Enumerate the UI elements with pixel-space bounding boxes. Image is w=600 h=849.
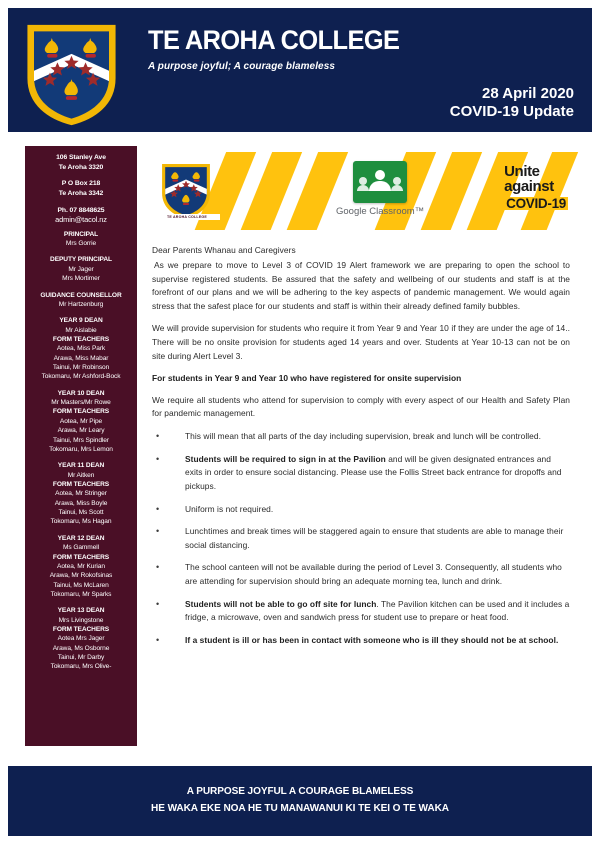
paragraph-2: We will provide supervision for students who require it from Year 9 and Year 10 if they are under the age of 14.. There will be no onsite provision for students aged 14 years and over. Students at Year 10-13 can not be on site during Alert Level 3. xyxy=(152,323,570,361)
contact-sidebar xyxy=(25,146,137,746)
google-classroom-icon xyxy=(353,161,407,203)
section-subheading: For students in Year 9 and Year 10 who have registered for onsite supervision xyxy=(152,373,462,384)
banner-crest-caption: TE AROHA COLLEGE xyxy=(154,214,220,220)
dean-name-year13: Mrs Livingstone xyxy=(58,616,104,624)
dean-name-year9: Mr Aislabie xyxy=(65,326,97,334)
list-item-text: The school canteen will not be available during the period of Level 3. Consequently, all students who are attending for supervision should bring an adequate morning tea, lunch and drink. xyxy=(185,562,562,586)
postal-line-1: P O Box 218 xyxy=(61,180,101,188)
letter-body xyxy=(152,245,570,656)
list-item xyxy=(152,634,570,648)
address-line-2: Te Aroha 3320 xyxy=(58,163,104,171)
form-teacher: Tokomaru, Mrs Lemon xyxy=(49,445,113,453)
form-teacher: Aotea, Mr Pipe xyxy=(59,417,103,425)
college-crest-icon xyxy=(160,160,212,222)
list-item xyxy=(152,598,570,625)
list-item xyxy=(152,525,570,552)
phone-number: Ph. 07 8848625 xyxy=(57,206,105,214)
unite-line-2: against xyxy=(504,178,554,196)
issue-subject: COVID-19 Update xyxy=(449,103,574,121)
staff-name-guidance: Mr Hartzenburg xyxy=(58,300,104,308)
form-teacher: Tainui, Mr Darby xyxy=(57,654,105,662)
issue-date: 28 April 2020 xyxy=(482,84,574,102)
unite-line-1: Unite xyxy=(504,163,540,180)
unite-line-3: COVID-19 xyxy=(506,195,566,211)
unite-against-covid-logo xyxy=(504,164,568,212)
email-address[interactable]: admin@tacol.nz xyxy=(55,215,107,225)
form-teacher: Tokomaru, Mr Sparks xyxy=(50,590,112,598)
page-footer xyxy=(8,766,592,836)
list-item-text: This will mean that all parts of the day including supervision, break and lunch will be controlled. xyxy=(185,431,541,442)
gc-side-head-right xyxy=(393,177,401,185)
footer-motto-block xyxy=(20,783,581,817)
staff-name-deputy-1: Mr Jager xyxy=(68,265,94,273)
dean-name-year12: Ms Gammell xyxy=(63,544,99,552)
dean-name-year11: Mr Aitken xyxy=(67,471,95,479)
staff-title-guidance-counsellor: GUIDANCE COUNSELLOR xyxy=(40,291,122,299)
form-teacher: Arawa, Ms Osborne xyxy=(52,644,110,652)
page-header xyxy=(8,8,592,132)
footer-motto-english: A PURPOSE JOYFUL A COURAGE BLAMELESS xyxy=(186,785,414,797)
form-teacher: Arawa, Mr Rokofsinas xyxy=(49,572,113,580)
form-teacher: Arawa, Miss Boyle xyxy=(54,499,108,507)
list-item-text: Lunchtimes and break times will be staggered again to ensure that students are able to manage their social distancing. xyxy=(185,526,564,550)
staff-title-principal: PRINCIPAL xyxy=(63,230,99,238)
list-item-bold: Students will be required to sign in at the Pavilion xyxy=(185,453,386,464)
dean-title-year10: YEAR 10 DEAN xyxy=(57,389,105,397)
form-teacher: Tokomaru, Mrs Olive- xyxy=(50,663,112,671)
form-label-year12: FORM TEACHERS xyxy=(52,553,110,561)
dean-name-year10: Mr Masters/Mr Rowe xyxy=(51,399,111,407)
requirements-list xyxy=(152,430,570,647)
form-label-year13: FORM TEACHERS xyxy=(52,626,110,634)
form-teacher: Tainui, Ms McLaren xyxy=(53,581,109,589)
gc-side-head-left xyxy=(359,177,367,185)
logo-banner xyxy=(152,152,582,230)
gc-center-body xyxy=(369,181,391,191)
form-label-year11: FORM TEACHERS xyxy=(52,480,110,488)
staff-title-deputy-principal: DEPUTY PRINCIPAL xyxy=(50,256,112,264)
form-teacher: Tokomaru, Ms Hagan xyxy=(50,518,112,526)
gc-center-head xyxy=(375,170,385,180)
form-teacher: Aotea, Miss Park xyxy=(56,345,106,353)
postal-line-2: Te Aroha 3342 xyxy=(58,189,104,197)
google-classroom-logo xyxy=(336,161,424,217)
google-classroom-label: Google Classroom™ xyxy=(336,206,425,217)
form-teacher: Tainui, Mr Robinson xyxy=(52,364,110,372)
school-motto: A purpose joyful; A courage blameless xyxy=(148,60,335,73)
list-item-text: and will be given designated entrances and exits in order to ensure social distancing. Please use the Follis Street back entrance for dropoffs and pickups. xyxy=(185,453,562,491)
dean-title-year9: YEAR 9 DEAN xyxy=(59,317,103,325)
school-name: TE AROHA COLLEGE xyxy=(148,25,400,55)
form-teacher: Aotea, Mr Kurian xyxy=(57,562,105,570)
form-teacher: Aotea Mrs Jager xyxy=(57,635,105,643)
dean-title-year11: YEAR 11 DEAN xyxy=(57,462,105,470)
form-label-year10: FORM TEACHERS xyxy=(52,408,110,416)
gc-side-body-right xyxy=(391,185,403,191)
dean-title-year12: YEAR 12 DEAN xyxy=(57,534,105,542)
address-line-1: 106 Stanley Ave xyxy=(56,154,106,161)
paragraph-3: We require all students who attend for supervision to comply with every aspect of our Health and Safety Plan for pandemic management. xyxy=(152,394,570,419)
paragraph-1: As we prepare to move to Level 3 of COVID 19 Alert framework we are preparing to open the school to supervise registered students. Be assured that the safety and wellbeing of our students and staff is at the forefront of our plans and we will be adhering to the key aspects of pandemic management. We would again stress that the safest place for our students and staff is within their already defined family bubbles. xyxy=(152,260,570,311)
form-teacher: Aotea, Mr Stringer xyxy=(55,490,107,498)
form-teacher: Tainui, Mrs Spindler xyxy=(53,436,109,444)
form-teacher: Arawa, Mr Leary xyxy=(57,427,105,435)
footer-motto-maori: HE WAKA EKE NOA HE TU MANAWANUI KI TE KEI O TE WAKA xyxy=(151,801,449,814)
form-label-year9: FORM TEACHERS xyxy=(52,335,110,343)
staff-name-principal: Mrs Gorrie xyxy=(65,240,97,248)
staff-name-deputy-2: Mrs Mortimer xyxy=(62,275,100,283)
college-crest-icon xyxy=(24,22,119,127)
form-teacher: Tainui, Ms Scott xyxy=(58,509,104,517)
list-item xyxy=(152,453,570,494)
list-item-bold: If a student is ill or has been in contact with someone who is ill they should not be at school. xyxy=(185,634,559,645)
form-teacher: Arawa, Miss Mabar xyxy=(53,354,109,362)
list-item xyxy=(152,561,570,588)
form-teacher: Tokomaru, Mr Ashford-Bock xyxy=(41,373,121,381)
list-item-text: . The Pavilion kitchen can be used and it includes a fridge, a microwave, oven and sandwich press for student use to prepare or heat food. xyxy=(185,598,570,623)
list-item-text: Uniform is not required. xyxy=(185,503,274,514)
gc-side-body-left xyxy=(357,185,369,191)
salutation: Dear Parents Whanau and Caregivers xyxy=(152,245,296,255)
list-item-bold: Students will not be able to go off site for lunch xyxy=(185,598,377,609)
header-date-block xyxy=(450,85,574,123)
list-item xyxy=(152,430,570,444)
list-item xyxy=(152,503,570,517)
dean-title-year13: YEAR 13 DEAN xyxy=(57,607,105,615)
header-title-block xyxy=(148,26,578,72)
